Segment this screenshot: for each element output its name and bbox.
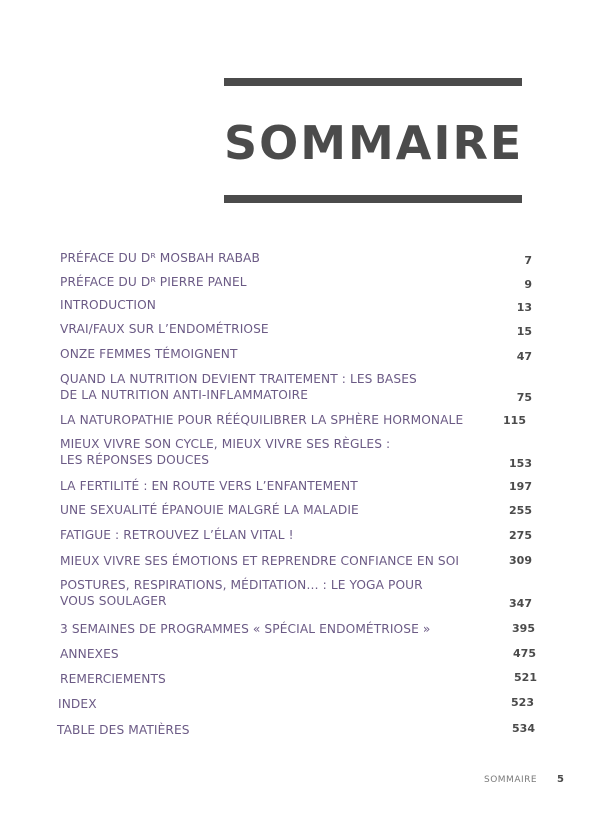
toc-entry-page: 15: [516, 325, 532, 338]
toc-entry-label: ONZE FEMMES TÉMOIGNENT: [60, 347, 238, 361]
toc-entry-page: 347: [509, 597, 532, 610]
toc-entry[interactable]: [60, 478, 540, 494]
toc-entry[interactable]: [60, 321, 540, 337]
toc-entry-page: 115: [503, 414, 526, 427]
toc-entry-label: LA NATUROPATHIE POUR RÉÉQUILIBRER LA SPHÈRE HORMONALE: [60, 413, 464, 427]
page-title: SOMMAIRE: [224, 116, 524, 170]
toc-entry[interactable]: [60, 527, 540, 543]
toc-entry[interactable]: [60, 502, 540, 518]
toc-entry-page: 395: [512, 622, 535, 635]
toc-entry[interactable]: [60, 274, 540, 290]
toc-entry-page: 521: [514, 671, 537, 684]
toc-entry[interactable]: [60, 621, 540, 637]
toc-entry-label: PRÉFACE DU Dᴿ MOSBAH RABAB: [60, 251, 260, 265]
toc-entry[interactable]: [60, 646, 540, 662]
toc-entry-label: TABLE DES MATIÈRES: [57, 723, 190, 737]
toc-entry-label: MIEUX VIVRE SES ÉMOTIONS ET REPRENDRE CONFIANCE EN SOI: [60, 554, 460, 568]
toc-entry-label: LA FERTILITÉ : EN ROUTE VERS L’ENFANTEMENT: [60, 479, 358, 493]
running-footer-section: SOMMAIRE: [484, 775, 538, 785]
toc-entry-label: FATIGUE : RETROUVEZ L’ÉLAN VITAL !: [60, 528, 294, 542]
toc-entry-label: INDEX: [58, 697, 97, 711]
toc-entry-page: 47: [516, 350, 532, 363]
toc-entry-label: MIEUX VIVRE SON CYCLE, MIEUX VIVRE SES RÈGLES : LES RÉPONSES DOUCES: [60, 437, 391, 467]
toc-entry-page: 275: [509, 529, 532, 542]
toc-entry-page: 475: [513, 647, 536, 660]
toc-entry-page: 75: [516, 391, 532, 404]
toc-entry[interactable]: [60, 250, 540, 266]
toc-entry-page: 197: [509, 480, 532, 493]
toc-entry-label: QUAND LA NUTRITION DEVIENT TRAITEMENT : LES BASES DE LA NUTRITION ANTI-INFLAMMATOIRE: [60, 372, 417, 402]
toc-entry-page: 534: [512, 722, 535, 735]
toc-entry-label: PRÉFACE DU Dᴿ PIERRE PANEL: [60, 275, 247, 289]
toc-entry-page: 309: [509, 554, 532, 567]
toc-entry-label: UNE SEXUALITÉ ÉPANOUIE MALGRÉ LA MALADIE: [60, 503, 359, 517]
toc-entry-page: 7: [524, 254, 532, 267]
toc-entry[interactable]: [60, 671, 540, 687]
toc-entry-page: 523: [511, 696, 534, 709]
toc-entry[interactable]: [57, 722, 537, 738]
toc-entry[interactable]: [60, 412, 540, 428]
toc-entry-page: 255: [509, 504, 532, 517]
page-number: 5: [557, 774, 564, 785]
toc-entry-label: 3 SEMAINES DE PROGRAMMES « SPÉCIAL ENDOMÉTRIOSE »: [60, 622, 431, 636]
toc-entry[interactable]: [58, 696, 538, 712]
toc-entry[interactable]: [60, 297, 540, 313]
toc-entry-label: VRAI/FAUX SUR L’ENDOMÉTRIOSE: [60, 322, 269, 336]
toc-entry-label: INTRODUCTION: [60, 298, 156, 312]
toc-entry[interactable]: [60, 371, 540, 403]
toc-entry[interactable]: [60, 553, 540, 569]
toc-entry-label: POSTURES, RESPIRATIONS, MÉDITATION… : LE YOGA POUR VOUS SOULAGER: [60, 578, 423, 608]
toc-entry-label: REMERCIEMENTS: [60, 672, 166, 686]
toc-entry-label: ANNEXES: [60, 647, 119, 661]
toc-entry-page: 9: [524, 278, 532, 291]
toc-entry[interactable]: [60, 436, 540, 468]
toc-entry-page: 153: [509, 457, 532, 470]
toc-entry-page: 13: [516, 301, 532, 314]
toc-entry[interactable]: [60, 346, 540, 362]
toc-entry[interactable]: [60, 577, 540, 609]
